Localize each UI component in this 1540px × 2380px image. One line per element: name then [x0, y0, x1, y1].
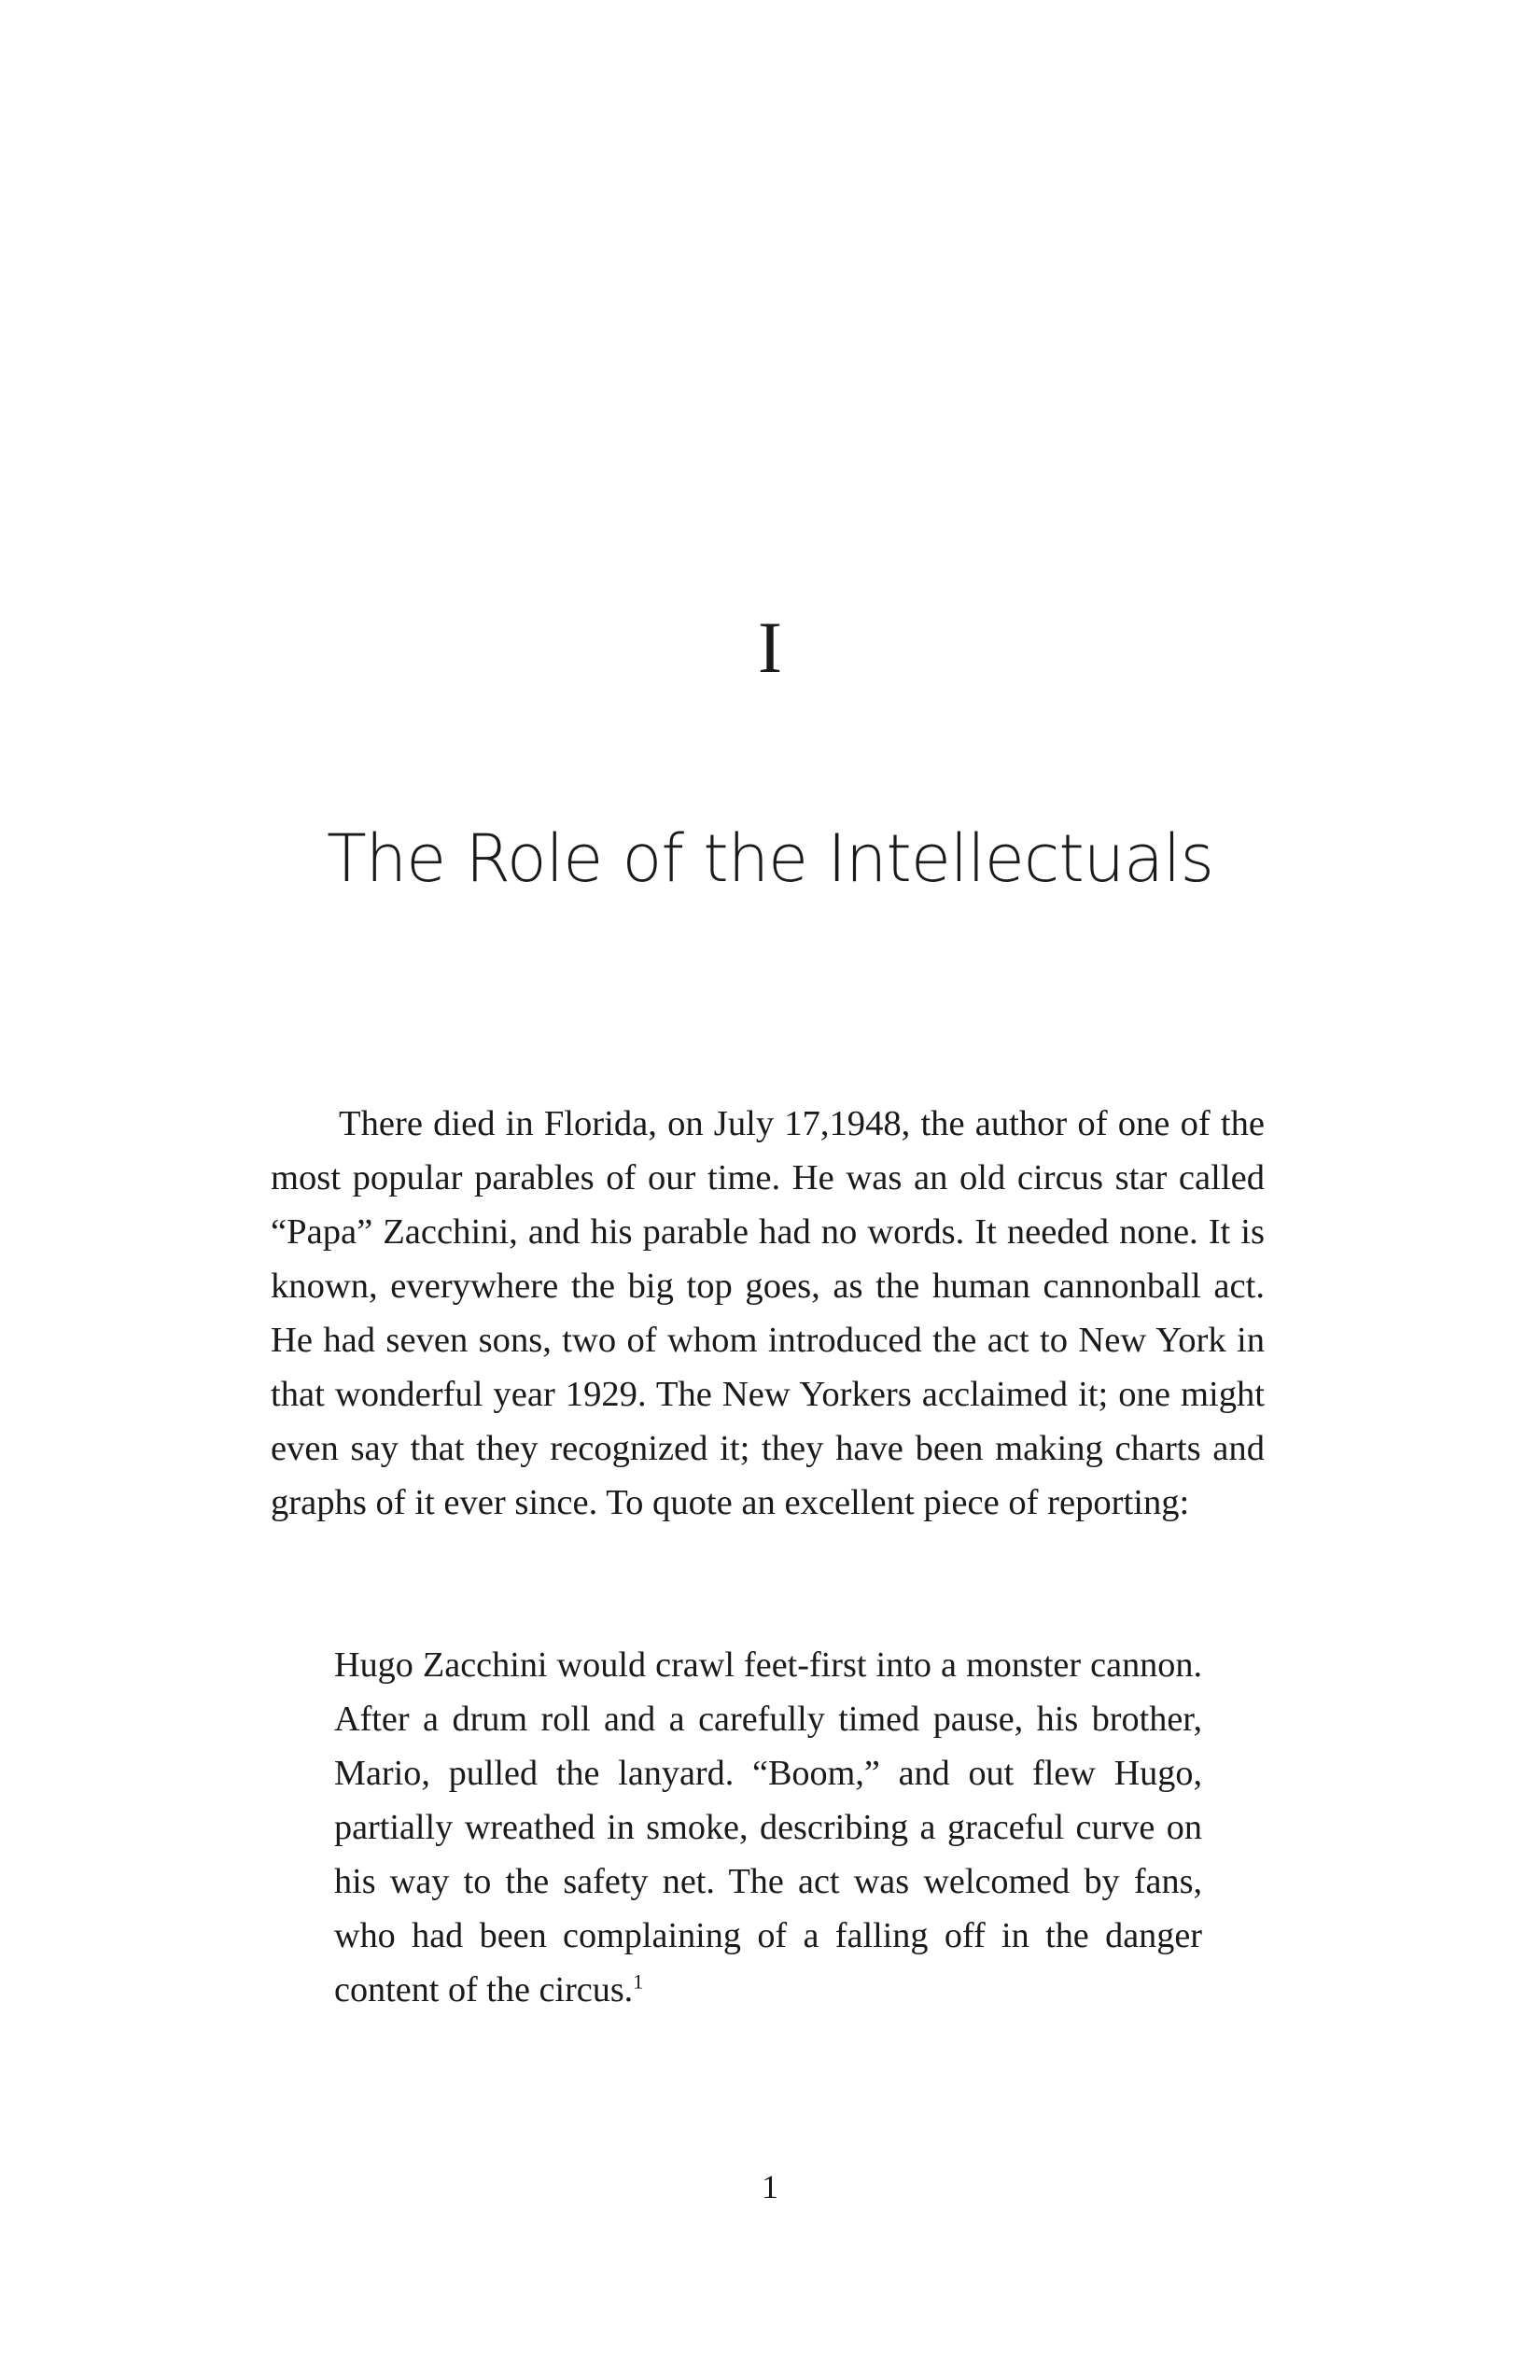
chapter-title: The Role of the Intellectuals — [327, 820, 1213, 897]
block-quote-text: Hugo Zacchini would crawl feet-first into a monster cannon. After a drum roll and a carefully timed pause, his brother, Mario, pulled the lanyard. “Boom,” and out flew Hugo, partially wreathed in smoke, describing a graceful curve on his way to the safety net. The act was welcomed by fans, who had been complaining of a falling off in the danger content of the circus. — [334, 1645, 1202, 2009]
chapter-number: I — [758, 607, 782, 688]
footnote-reference[interactable]: 1 — [633, 1969, 644, 1994]
body-paragraph: There died in Florida, on July 17,1948, the author of one of the most popular parables of our time. He was an old circus star called “Papa” Zacchini, and his parable had no words. It needed none. It is known, everywhere the big top goes, as the human cannonball act. He had seven sons, two of whom introduced the act to New York in that wonderful year 1929. The New Yorkers acclaimed it; one might even say that they recognized it; they have been making charts and graphs of it ever since. To quote an excellent piece of reporting: — [271, 1104, 1265, 1522]
page-number: 1 — [762, 2168, 778, 2205]
block-quote — [334, 1638, 1202, 2017]
